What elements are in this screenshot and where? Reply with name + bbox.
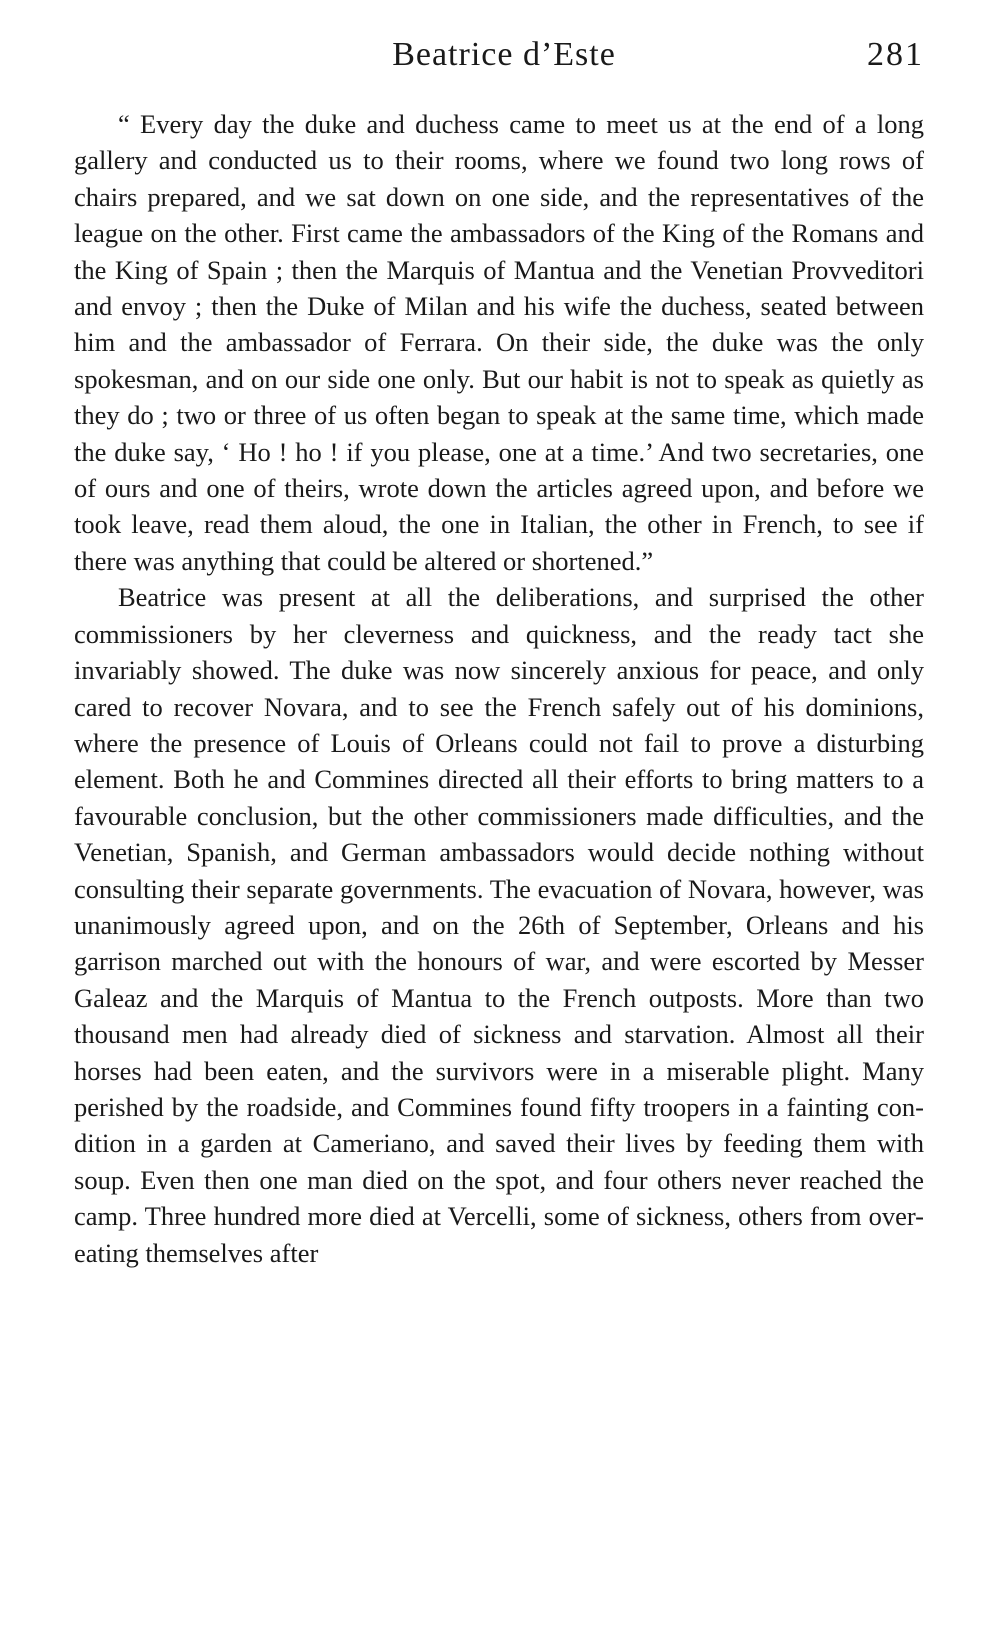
paragraph-quotation: “ Every day the duke and duchess came to meet us at the end of a long gallery and conducted us to their rooms, where we found two long rows of chairs prepared, and we sat down on one side, and the representatives of the league on the other. First came the ambassadors of the King of the Romans and the King of Spain ; then the Marquis of Mantua and the Venetian Provveditori and envoy ; then the Duke of Milan and his wife the duchess, seated between him and the ambassador of Ferrara. On their side, the duke was the only spokesman, and on our side one only. But our habit is not to speak as quietly as they do ; two or three of us often began to speak at the same time, which made the duke say, ‘ Ho ! ho ! if you please, one at a time.’ And two secretaries, one of ours and one of theirs, wrote down the articles agreed upon, and before we took leave, read them aloud, the one in Italian, the other in French, to see if there was anything that could be altered or shortened.” xyxy=(74,109,924,576)
body-text xyxy=(74,106,924,1271)
running-title: Beatrice d’Este xyxy=(392,36,616,73)
running-head xyxy=(74,30,934,80)
paragraph-narrative: Beatrice was present at all the deliberations, and surprised the other commissioners by her cleverness and quickness, and the ready tact she invariably showed. The duke was now sincerely anxious for peace, and only cared to recover Novara, and to see the French safely out of his dominions, where the presence of Louis of Orleans could not fail to prove a disturbing element. Both he and Commines directed all their efforts to bring matters to a favourable conclusion, but the other commissioners made difficulties, and the Venetian, Spanish, and German ambassadors would decide nothing without consulting their separate governments. The evacuation of Novara, however, was unanimously agreed upon, and on the 26th of September, Orleans and his garrison marched out with the honours of war, and were escorted by Messer Galeaz and the Marquis of Mantua to the French outposts. More than two thousand men had already died of sickness and starvation. Almost all their horses had been eaten, and the survivors were in a miserable plight. Many perished by the roadside, and Commines found fifty troopers in a fainting condition in a garden at Cameriano, and saved their lives by feeding them with soup. Even then one man died on the spot, and four others never reached the camp. Three hundred more died at Vercelli, some of sickness, others from over-eating themselves after xyxy=(74,582,924,1268)
page-number: 281 xyxy=(867,36,924,73)
